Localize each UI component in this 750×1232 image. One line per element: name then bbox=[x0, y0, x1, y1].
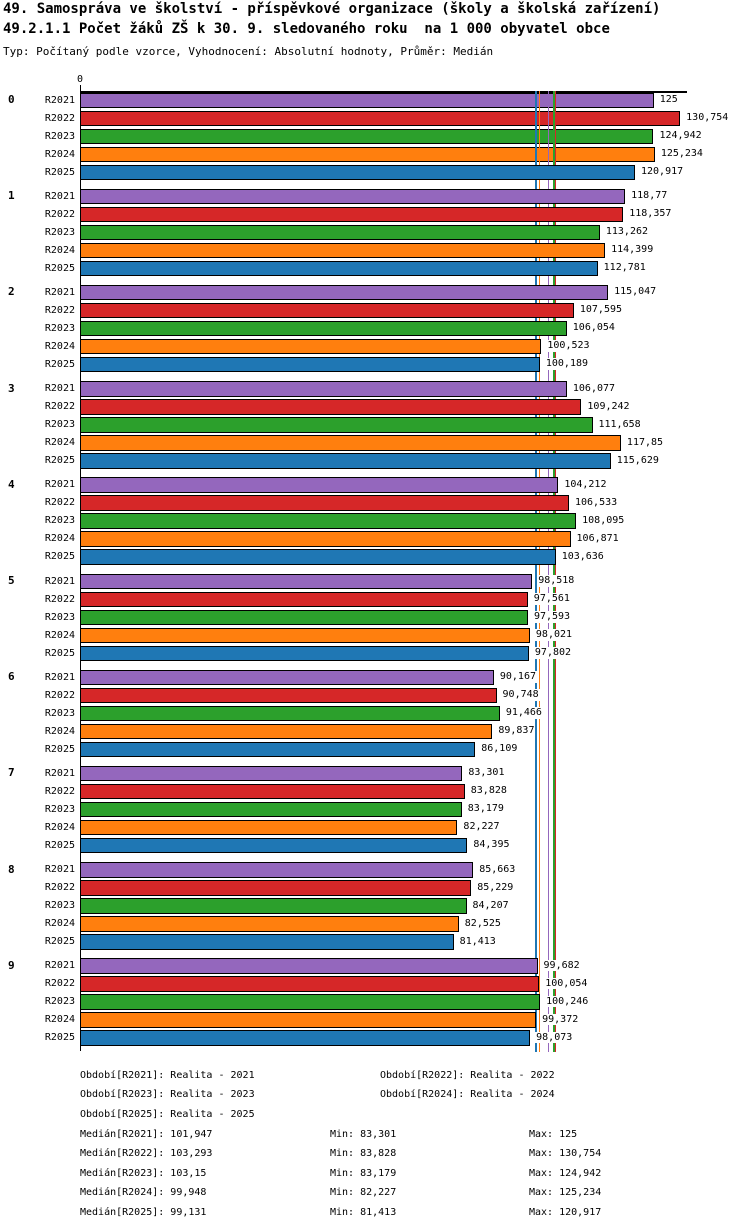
bar-R2024-group-6 bbox=[80, 724, 492, 740]
bar-value-label: 100,054 bbox=[545, 977, 588, 989]
bar-series-label: R2022 bbox=[44, 401, 75, 413]
legend-period-item: Období[R2024]: Realita - 2024 bbox=[380, 1089, 555, 1101]
chart-meta: Typ: Počítaný podle vzorce, Vyhodnocení: Absolutní hodnoty, Průměr: Medián bbox=[3, 45, 494, 58]
bar-series-label: R2023 bbox=[44, 322, 75, 334]
page-subtitle: 49.2.1.1 Počet žáků ZŠ k 30. 9. sledovaného roku na 1 000 obyvatel obce bbox=[3, 21, 610, 37]
bar-series-label: R2022 bbox=[44, 785, 75, 797]
bar-series-label: R2022 bbox=[44, 304, 75, 316]
legend-period-item: Období[R2025]: Realita - 2025 bbox=[80, 1108, 255, 1120]
bar-value-label: 118,357 bbox=[629, 208, 672, 220]
bar-series-label: R2022 bbox=[44, 689, 75, 701]
bar-series-label: R2022 bbox=[44, 497, 75, 509]
bar-R2024-group-5 bbox=[80, 628, 530, 644]
bar-series-label: R2024 bbox=[44, 629, 75, 641]
bar-series-label: R2024 bbox=[44, 821, 75, 833]
axis-zero-label: 0 bbox=[77, 74, 84, 85]
bar-R2023-group-1 bbox=[80, 225, 600, 241]
bar-R2022-group-0 bbox=[80, 111, 680, 127]
bar-R2025-group-9 bbox=[80, 1030, 530, 1046]
bar-R2023-group-7 bbox=[80, 802, 462, 818]
median-line-overlay-R2021 bbox=[548, 91, 550, 162]
bar-value-label: 111,658 bbox=[598, 418, 641, 430]
bar-series-label: R2021 bbox=[44, 960, 75, 972]
group-label: 5 bbox=[8, 574, 15, 587]
bar-series-label: R2025 bbox=[44, 839, 75, 851]
bar-value-label: 125 bbox=[659, 94, 678, 105]
bar-series-label: R2021 bbox=[44, 94, 75, 106]
bar-R2024-group-2 bbox=[80, 339, 541, 355]
bar-value-label: 125,234 bbox=[660, 148, 703, 159]
bar-value-label: 114,399 bbox=[611, 244, 654, 256]
bar-value-label: 90,748 bbox=[502, 689, 539, 701]
bar-value-label: 82,525 bbox=[464, 917, 501, 929]
bar-R2024-group-7 bbox=[80, 820, 457, 836]
bar-value-label: 91,466 bbox=[505, 707, 542, 719]
bar-series-label: R2025 bbox=[44, 455, 75, 467]
group-label: 9 bbox=[8, 958, 15, 972]
bar-value-label: 97,593 bbox=[533, 611, 571, 622]
bar-series-label: R2024 bbox=[44, 244, 75, 256]
bar-value-label: 83,301 bbox=[468, 767, 505, 779]
group-label: 0 bbox=[8, 93, 15, 106]
bar-value-label: 83,179 bbox=[467, 803, 504, 815]
legend-max-value: Max: 120,917 bbox=[529, 1206, 602, 1218]
bar-R2023-group-9 bbox=[80, 994, 540, 1010]
bar-value-label: 89,837 bbox=[498, 725, 535, 737]
bar-R2025-group-6 bbox=[80, 742, 475, 758]
bar-value-label: 84,207 bbox=[472, 899, 509, 911]
legend-min-value: Min: 83,828 bbox=[330, 1148, 397, 1160]
bar-value-label: 100,189 bbox=[545, 358, 589, 370]
bar-value-label: 108,095 bbox=[582, 514, 625, 526]
bar-series-label: R2024 bbox=[44, 725, 75, 737]
bar-series-label: R2024 bbox=[44, 437, 75, 449]
bar-R2024-group-1 bbox=[80, 243, 605, 259]
bar-series-label: R2022 bbox=[44, 112, 75, 124]
bar-value-label: 106,871 bbox=[576, 532, 619, 544]
group-label: 6 bbox=[8, 670, 15, 684]
bar-R2022-group-6 bbox=[80, 688, 497, 704]
bar-value-label: 118,77 bbox=[631, 190, 668, 202]
legend-min-value: Min: 83,179 bbox=[330, 1167, 397, 1179]
legend-median-value: Medián[R2021]: 101,947 bbox=[80, 1128, 213, 1140]
bar-series-label: R2021 bbox=[44, 575, 75, 587]
bar-series-label: R2025 bbox=[44, 936, 75, 948]
bar-R2022-group-2 bbox=[80, 303, 574, 319]
bar-value-label: 120,917 bbox=[641, 166, 684, 177]
median-line-overlay-R2023 bbox=[553, 91, 555, 162]
page-title: 49. Samospráva ve školství - příspěvkové organizace (školy a školská zařízení) bbox=[3, 1, 661, 17]
legend-max-value: Max: 125 bbox=[529, 1128, 578, 1140]
bar-value-label: 81,413 bbox=[459, 935, 496, 947]
bar-series-label: R2021 bbox=[44, 767, 75, 779]
bar-value-label: 98,021 bbox=[535, 629, 573, 640]
bar-R2022-group-4 bbox=[80, 495, 569, 511]
bar-R2023-group-5 bbox=[80, 610, 528, 626]
bar-series-label: R2025 bbox=[44, 551, 75, 563]
bar-value-label: 109,242 bbox=[587, 400, 630, 412]
bar-R2022-group-9 bbox=[80, 976, 539, 992]
group-label: 3 bbox=[8, 381, 15, 395]
bar-series-label: R2021 bbox=[44, 479, 75, 491]
bar-R2021-group-8 bbox=[80, 862, 473, 878]
bar-value-label: 98,518 bbox=[538, 575, 575, 586]
bar-R2021-group-4 bbox=[80, 477, 558, 493]
bar-series-label: R2021 bbox=[44, 383, 75, 395]
bar-value-label: 104,212 bbox=[564, 478, 607, 490]
bar-value-label: 84,395 bbox=[473, 839, 510, 851]
bar-value-label: 85,663 bbox=[479, 863, 516, 875]
legend-median-value: Medián[R2022]: 103,293 bbox=[80, 1148, 213, 1160]
bar-value-label: 97,802 bbox=[534, 647, 572, 658]
bar-R2021-group-0 bbox=[80, 93, 654, 109]
bar-R2023-group-0 bbox=[80, 129, 653, 145]
bar-R2023-group-6 bbox=[80, 706, 500, 722]
bar-series-label: R2022 bbox=[44, 593, 75, 605]
median-line-overlay-R2025 bbox=[535, 91, 537, 162]
bar-R2021-group-2 bbox=[80, 285, 608, 301]
bar-R2021-group-1 bbox=[80, 189, 625, 205]
bar-R2024-group-0 bbox=[80, 147, 655, 163]
bar-value-label: 115,047 bbox=[614, 286, 657, 298]
bar-series-label: R2021 bbox=[44, 286, 75, 298]
bar-R2022-group-8 bbox=[80, 880, 471, 896]
bar-R2025-group-0 bbox=[80, 165, 635, 181]
bar-series-label: R2023 bbox=[44, 900, 75, 912]
legend-min-value: Min: 83,301 bbox=[330, 1128, 397, 1140]
bar-series-label: R2025 bbox=[44, 1032, 75, 1044]
legend-min-value: Min: 82,227 bbox=[330, 1187, 397, 1199]
bar-R2025-group-2 bbox=[80, 357, 540, 373]
bar-R2025-group-3 bbox=[80, 453, 611, 469]
bar-series-label: R2025 bbox=[44, 166, 75, 178]
bar-series-label: R2025 bbox=[44, 647, 75, 659]
bar-series-label: R2025 bbox=[44, 743, 75, 755]
bar-series-label: R2023 bbox=[44, 707, 75, 719]
bar-value-label: 112,781 bbox=[603, 262, 646, 274]
bar-R2023-group-3 bbox=[80, 417, 593, 433]
bar-value-label: 115,629 bbox=[616, 454, 659, 466]
legend-max-value: Max: 130,754 bbox=[529, 1148, 602, 1160]
bar-R2024-group-3 bbox=[80, 435, 621, 451]
bar-R2025-group-7 bbox=[80, 838, 467, 854]
group-label: 1 bbox=[8, 189, 15, 203]
bar-series-label: R2022 bbox=[44, 208, 75, 220]
bar-series-label: R2025 bbox=[44, 358, 75, 370]
bar-R2022-group-5 bbox=[80, 592, 528, 608]
bar-series-label: R2021 bbox=[44, 671, 75, 683]
bar-value-label: 124,942 bbox=[659, 130, 702, 141]
legend-period-item: Období[R2023]: Realita - 2023 bbox=[80, 1089, 255, 1101]
bar-series-label: R2021 bbox=[44, 190, 75, 202]
bar-value-label: 107,595 bbox=[579, 304, 623, 316]
bar-series-label: R2025 bbox=[44, 262, 75, 274]
legend-max-value: Max: 124,942 bbox=[529, 1167, 602, 1179]
legend-median-value: Medián[R2025]: 99,131 bbox=[80, 1206, 207, 1218]
bar-series-label: R2024 bbox=[44, 533, 75, 545]
bar-series-label: R2023 bbox=[44, 996, 75, 1008]
bar-value-label: 99,682 bbox=[543, 959, 580, 971]
bar-value-label: 113,262 bbox=[605, 226, 649, 238]
bar-value-label: 100,246 bbox=[546, 995, 589, 1007]
bar-value-label: 85,229 bbox=[477, 881, 514, 893]
bar-series-label: R2023 bbox=[44, 803, 75, 815]
legend-median-value: Medián[R2024]: 99,948 bbox=[80, 1187, 207, 1199]
bar-value-label: 100,523 bbox=[547, 340, 590, 352]
bar-R2022-group-1 bbox=[80, 207, 623, 223]
bar-series-label: R2024 bbox=[44, 148, 75, 160]
bar-series-label: R2024 bbox=[44, 1014, 75, 1026]
bar-series-label: R2023 bbox=[44, 226, 75, 238]
bar-value-label: 83,828 bbox=[470, 785, 507, 797]
median-line-overlay-R2024 bbox=[539, 91, 541, 162]
bar-R2021-group-7 bbox=[80, 766, 462, 782]
bar-value-label: 86,109 bbox=[481, 743, 518, 755]
bar-R2025-group-8 bbox=[80, 934, 454, 950]
legend-median-value: Medián[R2023]: 103,15 bbox=[80, 1167, 207, 1179]
bar-R2024-group-8 bbox=[80, 916, 459, 932]
bar-R2025-group-4 bbox=[80, 549, 556, 565]
bar-value-label: 99,372 bbox=[542, 1013, 579, 1025]
group-label: 2 bbox=[8, 285, 15, 299]
bar-series-label: R2023 bbox=[44, 419, 75, 431]
bar-R2024-group-9 bbox=[80, 1012, 536, 1028]
bar-value-label: 97,561 bbox=[533, 593, 570, 604]
group-label: 8 bbox=[8, 862, 15, 876]
bar-value-label: 106,054 bbox=[572, 322, 615, 334]
bar-R2024-group-4 bbox=[80, 531, 571, 547]
group-label: 7 bbox=[8, 766, 15, 780]
bar-R2023-group-4 bbox=[80, 513, 576, 529]
bar-value-label: 130,754 bbox=[686, 112, 729, 123]
bar-series-label: R2024 bbox=[44, 340, 75, 352]
bar-series-label: R2024 bbox=[44, 918, 75, 930]
bar-series-label: R2022 bbox=[44, 882, 75, 894]
bar-series-label: R2023 bbox=[44, 611, 75, 623]
bar-R2021-group-3 bbox=[80, 381, 567, 397]
bar-R2023-group-2 bbox=[80, 321, 567, 337]
legend-min-value: Min: 81,413 bbox=[330, 1206, 397, 1218]
bar-series-label: R2022 bbox=[44, 978, 75, 990]
bar-series-label: R2023 bbox=[44, 515, 75, 527]
bar-R2025-group-5 bbox=[80, 646, 529, 662]
bar-value-label: 106,077 bbox=[572, 382, 616, 394]
legend-max-value: Max: 125,234 bbox=[529, 1187, 602, 1199]
bar-value-label: 106,533 bbox=[574, 496, 618, 508]
bar-value-label: 90,167 bbox=[499, 671, 536, 683]
bar-R2021-group-9 bbox=[80, 958, 538, 974]
legend-period-item: Období[R2021]: Realita - 2021 bbox=[80, 1069, 255, 1081]
bar-R2025-group-1 bbox=[80, 261, 598, 277]
bar-value-label: 103,636 bbox=[561, 550, 604, 562]
bar-R2021-group-6 bbox=[80, 670, 494, 686]
group-label: 4 bbox=[8, 477, 15, 491]
bar-series-label: R2023 bbox=[44, 130, 75, 142]
bar-R2022-group-3 bbox=[80, 399, 581, 415]
bar-R2021-group-5 bbox=[80, 574, 532, 590]
legend-period-item: Období[R2022]: Realita - 2022 bbox=[380, 1069, 555, 1081]
bar-value-label: 82,227 bbox=[463, 821, 500, 833]
bar-value-label: 98,073 bbox=[536, 1031, 573, 1043]
bar-series-label: R2021 bbox=[44, 864, 75, 876]
bar-R2023-group-8 bbox=[80, 898, 467, 914]
bar-value-label: 117,85 bbox=[626, 436, 664, 448]
bar-R2022-group-7 bbox=[80, 784, 465, 800]
